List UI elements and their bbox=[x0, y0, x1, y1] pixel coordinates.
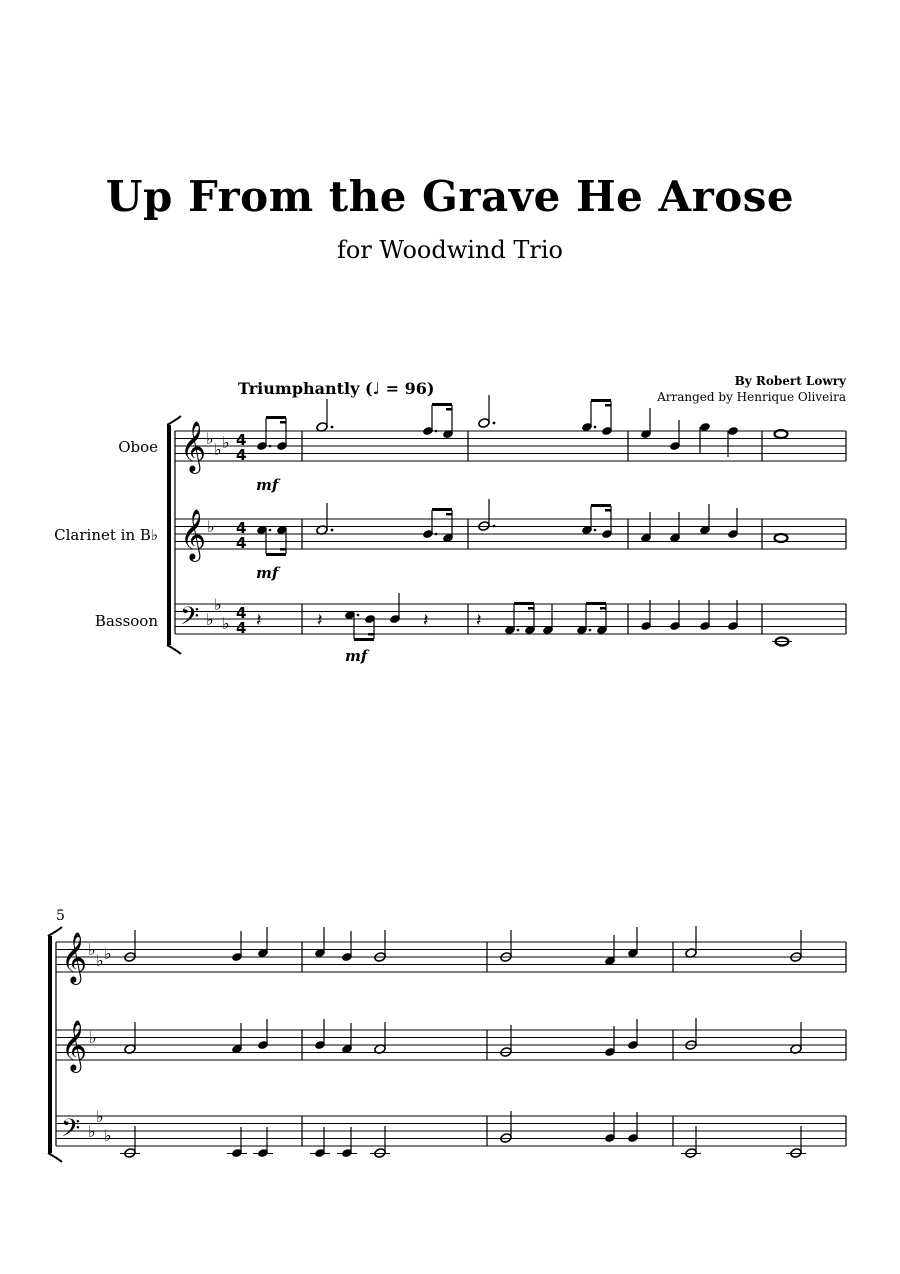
svg-text:♭: ♭ bbox=[88, 1122, 96, 1141]
svg-text:4: 4 bbox=[236, 604, 247, 622]
flat-icon: ♭ bbox=[222, 614, 230, 633]
measure-number: 5 bbox=[56, 908, 65, 924]
dynamic-marking: mf bbox=[256, 564, 279, 582]
instrument-label-oboe: Oboe bbox=[118, 438, 158, 456]
svg-text:4: 4 bbox=[236, 431, 247, 449]
arranger-credit: Arranged by Henrique Oliveira bbox=[657, 390, 846, 404]
svg-text:♭: ♭ bbox=[89, 1028, 97, 1047]
tempo-text-after: = 96) bbox=[380, 379, 435, 398]
treble-clef-icon: 𝄞 bbox=[180, 421, 207, 472]
treble-clef-icon: 𝄞 bbox=[180, 509, 207, 560]
svg-text:4: 4 bbox=[236, 446, 247, 464]
system-bracket bbox=[167, 416, 181, 654]
flat-icon: ♭ bbox=[207, 517, 215, 536]
svg-text:4: 4 bbox=[236, 534, 247, 552]
quarter-rest-icon: 𝄽 bbox=[256, 610, 262, 631]
key-signature-clarinet bbox=[207, 517, 215, 536]
score-title: Up From the Grave He Arose bbox=[105, 172, 795, 221]
system-2 bbox=[48, 926, 846, 1162]
treble-clef-icon: 𝄞 bbox=[61, 1020, 88, 1071]
flat-icon: ♭ bbox=[222, 433, 230, 452]
staff-lines bbox=[175, 431, 846, 634]
svg-text:♭: ♭ bbox=[96, 951, 104, 970]
quarter-note-icon: ♩ bbox=[372, 379, 381, 398]
quarter-rest-icon: 𝄽 bbox=[317, 610, 323, 631]
staff-lines bbox=[56, 942, 846, 1146]
bass-clef-icon: 𝄢 bbox=[180, 602, 200, 637]
flat-icon: ♭ bbox=[214, 440, 222, 459]
dynamic-marking: mf bbox=[256, 476, 279, 494]
composer-credit: By Robert Lowry bbox=[734, 374, 846, 388]
bass-clef-icon: 𝄢 bbox=[61, 1114, 81, 1149]
svg-text:♭: ♭ bbox=[104, 1126, 112, 1145]
clarinet-notes bbox=[256, 499, 787, 556]
oboe-notes bbox=[124, 926, 802, 966]
key-signature-oboe bbox=[206, 429, 230, 459]
barlines bbox=[56, 942, 846, 1146]
svg-text:♭: ♭ bbox=[96, 1107, 104, 1126]
flat-icon: ♭ bbox=[206, 429, 214, 448]
tempo-text-before: Triumphantly ( bbox=[238, 379, 373, 398]
instrument-label-bassoon: Bassoon bbox=[94, 612, 158, 630]
dynamic-marking: mf bbox=[345, 647, 368, 665]
svg-text:4: 4 bbox=[236, 619, 247, 637]
time-signature bbox=[236, 431, 246, 637]
flat-icon: ♭ bbox=[206, 610, 214, 629]
flat-icon: ♭ bbox=[214, 595, 222, 614]
score-subtitle: for Woodwind Trio bbox=[336, 236, 563, 264]
svg-text:♭: ♭ bbox=[88, 940, 96, 959]
key-signature-bassoon bbox=[88, 1107, 112, 1145]
system-1 bbox=[167, 395, 846, 665]
svg-text:♭: ♭ bbox=[104, 944, 112, 963]
key-signature-bassoon bbox=[206, 595, 230, 633]
treble-clef-icon: 𝄞 bbox=[61, 932, 88, 983]
svg-text:4: 4 bbox=[236, 519, 247, 537]
key-signature-oboe bbox=[88, 940, 112, 970]
key-signature-clarinet bbox=[89, 1028, 97, 1047]
quarter-rest-icon: 𝄽 bbox=[423, 610, 429, 631]
oboe-notes bbox=[256, 395, 787, 457]
quarter-rest-icon: 𝄽 bbox=[476, 610, 482, 631]
instrument-label-clarinet: Clarinet in B♭ bbox=[54, 526, 158, 544]
bassoon-notes bbox=[120, 1111, 806, 1158]
